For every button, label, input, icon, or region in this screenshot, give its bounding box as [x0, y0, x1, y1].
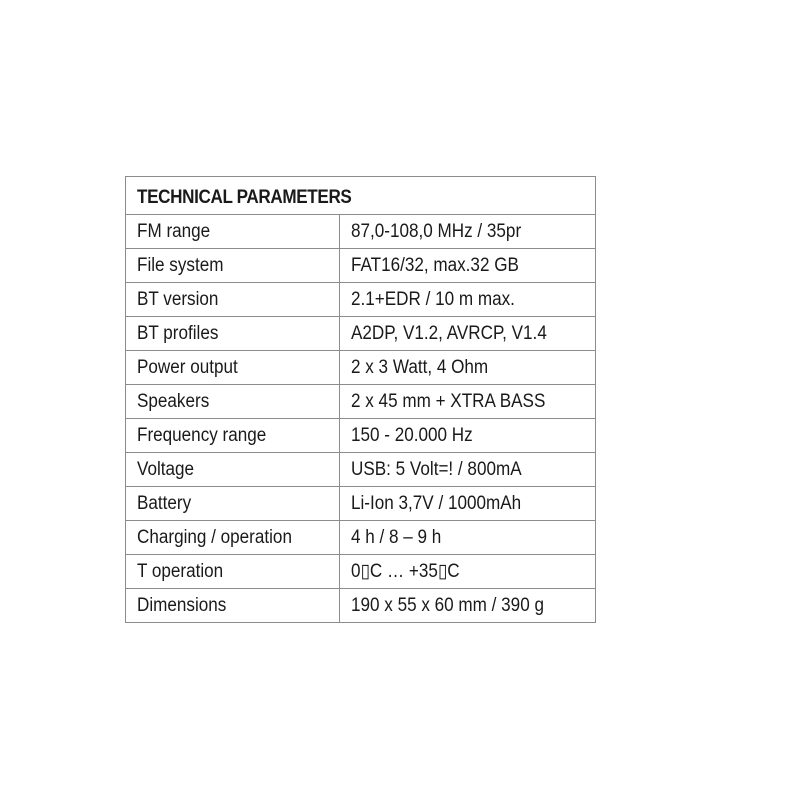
- table-header-row: [126, 177, 596, 215]
- row-label: File system: [126, 249, 340, 283]
- row-label: Dimensions: [126, 589, 340, 623]
- row-label: Voltage: [126, 453, 340, 487]
- row-label: Frequency range: [126, 419, 340, 453]
- table-row: [126, 351, 596, 385]
- table-row: [126, 555, 596, 589]
- row-label: T operation: [126, 555, 340, 589]
- row-label: FM range: [126, 215, 340, 249]
- row-value: 2 x 3 Watt, 4 Ohm: [340, 351, 596, 385]
- table-row: [126, 521, 596, 555]
- row-value: 150 - 20.000 Hz: [340, 419, 596, 453]
- row-label: BT profiles: [126, 317, 340, 351]
- table-row: [126, 589, 596, 623]
- row-label: Speakers: [126, 385, 340, 419]
- row-value: 0▯C … +35▯C: [340, 555, 596, 589]
- table-title: TECHNICAL PARAMETERS: [126, 177, 596, 215]
- row-value: USB: 5 Volt=! / 800mA: [340, 453, 596, 487]
- row-value: 2 x 45 mm + XTRA BASS: [340, 385, 596, 419]
- table-row: [126, 419, 596, 453]
- technical-parameters-table: [125, 176, 596, 623]
- table-row: [126, 385, 596, 419]
- row-value: Li-Ion 3,7V / 1000mAh: [340, 487, 596, 521]
- row-value: 87,0-108,0 MHz / 35pr: [340, 215, 596, 249]
- row-label: Power output: [126, 351, 340, 385]
- table-row: [126, 215, 596, 249]
- row-value: A2DP, V1.2, AVRCP, V1.4: [340, 317, 596, 351]
- row-value: 4 h / 8 – 9 h: [340, 521, 596, 555]
- row-label: BT version: [126, 283, 340, 317]
- table-row: [126, 249, 596, 283]
- table-row: [126, 283, 596, 317]
- table-row: [126, 317, 596, 351]
- row-label: Charging / operation: [126, 521, 340, 555]
- row-value: 190 x 55 x 60 mm / 390 g: [340, 589, 596, 623]
- row-value: FAT16/32, max.32 GB: [340, 249, 596, 283]
- row-value: 2.1+EDR / 10 m max.: [340, 283, 596, 317]
- row-label: Battery: [126, 487, 340, 521]
- table-row: [126, 487, 596, 521]
- table-row: [126, 453, 596, 487]
